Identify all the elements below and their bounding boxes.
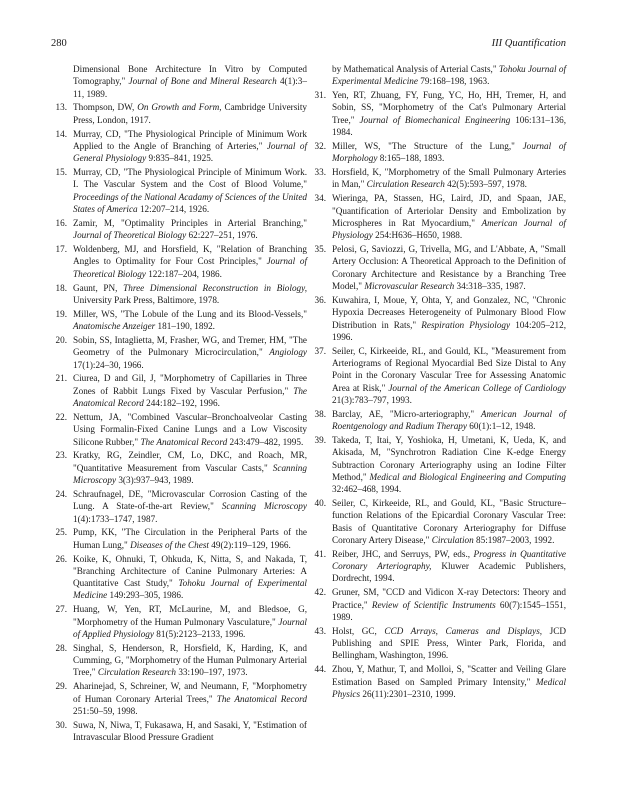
reference-part: 85:1987–2003, 1992. xyxy=(473,534,555,545)
reference-part: 60(7):1545–1551, 1989. xyxy=(332,599,566,622)
reference-number: 43. xyxy=(314,625,326,636)
reference-part: Dimensional Bone Architecture In Vitro by Computed Tomography," xyxy=(73,64,307,87)
reference-text xyxy=(332,89,566,138)
reference-entry xyxy=(310,89,566,138)
reference-source: Journal of the American College of Cardiology xyxy=(388,382,566,393)
reference-part: Seiler, C, Kirkeeide, RL, and Gould, KL, "Basic Structure–function Relations of the Epicardial Coronary Vascular Tree: Basis of Quantitative Coronary Arteriography for Diffuse Coronary Artery Disease," xyxy=(332,498,566,545)
reference-entry xyxy=(51,334,307,371)
reference-part: Murray, CD, "The Physiological Principle of Minimum Work Applied to the Angle of Branching of Arteries," xyxy=(73,128,307,151)
reference-source: Journal of Theoretical Biology xyxy=(73,256,308,279)
reference-part: Kuwahira, I, Moue, Y, Ohta, Y, and Gonzalez, NC, "Chronic Hypoxia Decreases Heterogeneity of Pulmonary Blood Flow Distribution in Rats," xyxy=(332,294,566,330)
reference-number: 32. xyxy=(314,140,326,151)
reference-number: 42. xyxy=(314,587,326,598)
reference-entry xyxy=(51,411,307,448)
reference-number: 28. xyxy=(55,642,67,653)
reference-text xyxy=(73,308,307,333)
reference-number xyxy=(51,63,73,100)
reference-source: Three Dimensional Reconstruction in Biology, xyxy=(123,282,308,293)
reference-entry xyxy=(51,243,307,280)
reference-number: 38. xyxy=(314,408,326,419)
reference-entry xyxy=(310,586,566,623)
reference-part: 243:479–482, 1995. xyxy=(227,436,304,447)
reference-text xyxy=(73,334,307,371)
reference-source: The Anatomical Record xyxy=(140,436,228,447)
reference-text xyxy=(332,434,566,495)
reference-source: The Anatomical Record xyxy=(216,693,307,704)
reference-text xyxy=(73,243,307,280)
reference-entry xyxy=(51,308,307,333)
reference-part: 9:835–841, 1925. xyxy=(146,153,214,164)
reference-text xyxy=(73,166,307,215)
reference-text xyxy=(73,553,307,602)
reference-part: 106:131–136, 1984. xyxy=(332,114,566,138)
reference-part: Suwa, N, Niwa, T, Fukasawa, H, and Sasaki, Y, "Estimation of Intravascular Blood Pressure Gradient xyxy=(73,719,307,743)
running-head: III Quantification xyxy=(491,38,566,49)
reference-text xyxy=(332,63,566,88)
reference-source: Proceedings of the National Acadamy of Sciences of the United States of America xyxy=(73,191,307,215)
reference-entry xyxy=(51,603,307,640)
reference-source: Tohoku Journal of Experimental Medicine xyxy=(73,578,307,601)
reference-part: Huang, W, Yen, RT, McLaurine, M, and Bledsoe, G, "Morphometry of the Human Pulmonary Vasculature," xyxy=(73,604,307,627)
reference-entry xyxy=(310,548,566,585)
reference-part: Miller, WS, "The Lobule of the Lung and its Blood-Vessels," xyxy=(73,308,307,319)
reference-part: Miller, WS, "The Structure of the Lung," xyxy=(332,140,523,151)
reference-text xyxy=(332,663,566,700)
reference-part: 21(3):783–797, 1993. xyxy=(332,394,412,405)
reference-text xyxy=(332,243,566,292)
reference-part: Sobin, SS, Intaglietta, M, Frasher, WG, and Tremer, HM, "The Geometry of the Pulmonary Microcirculation," xyxy=(73,334,307,358)
reference-entry xyxy=(310,497,566,546)
reference-entry xyxy=(51,101,307,126)
reference-part: 3(3):937–943, 1989. xyxy=(116,475,194,486)
reference-source: Tohoku Journal of Experimental Medicine xyxy=(332,64,566,87)
reference-part: 62:227–251, 1976. xyxy=(186,230,258,241)
reference-part: University Park Press, Baltimore, 1978. xyxy=(73,294,220,305)
reference-part: 34:318–335, 1987. xyxy=(454,281,526,292)
reference-part: Aharinejad, S, Schreiner, W, and Neumann, F, "Morphometry of Human Coronary Arterial Trees," xyxy=(73,681,307,704)
reference-part: Pelosi, G, Saviozzi, G, Trivella, MG, and L'Abbate, A, "Small Artery Occlusion: A Theoretical Approach to the Definition of Coronary Architecture and Resistance by a Branching Tree Model," xyxy=(332,244,566,292)
reference-source: Microvascular Research xyxy=(364,281,455,292)
reference-number: 19. xyxy=(55,308,67,319)
left-column xyxy=(51,63,307,745)
reference-part: Kluwer Academic Publishers, Dordrecht, 1994. xyxy=(332,561,566,584)
reference-entry xyxy=(51,282,307,307)
reference-source: The Anatomical Record xyxy=(73,385,307,409)
reference-source: Scanning Microscopy xyxy=(73,462,307,486)
reference-part: Horsfield, K, "Morphometry of the Small Pulmonary Arteries in Man," xyxy=(332,167,566,190)
reference-part: 12:207–214, 1926. xyxy=(137,204,210,215)
reference-part: Cambridge University Press, London, 1917. xyxy=(73,102,307,125)
reference-number: 34. xyxy=(314,193,326,204)
reference-number: 21. xyxy=(55,373,67,384)
reference-part: Gruner, SM, "CCD and Vidicon X-ray Detectors: Theory and Practice," xyxy=(332,587,566,610)
reference-part: Koike, K, Ohnuki, T, Ohkuda, K, Nitta, S, and Nakada, T, "Branching Architecture of Canine Pulmonary Arteries: A Quantitative Cast Study," xyxy=(73,553,307,589)
reference-part: 32:462–468, 1994. xyxy=(332,484,402,495)
reference-entry xyxy=(51,217,307,242)
reference-source: CCD Arrays, Cameras and Displays, xyxy=(384,625,543,636)
reference-entry xyxy=(51,449,307,486)
reference-source: Diseases of the Chest xyxy=(130,539,209,550)
reference-part: JCD Publishing and SPIE Press, Winter Park, Florida, and Bellingham, Washington, 1996. xyxy=(332,625,566,661)
reference-entry xyxy=(310,294,566,343)
reference-part: 26(11):2301–2310, 1999. xyxy=(360,688,456,699)
reference-part: 81(5):2123–2133, 1996. xyxy=(153,628,246,639)
reference-entry xyxy=(310,408,566,433)
reference-text xyxy=(332,345,566,406)
reference-text xyxy=(73,642,307,679)
reference-entry xyxy=(51,553,307,602)
reference-number: 14. xyxy=(55,128,67,139)
reference-part: Thompson, DW, xyxy=(73,102,138,113)
reference-text xyxy=(332,166,566,191)
reference-source: Angiology xyxy=(269,347,307,358)
reference-part: 79:168–198, 1963. xyxy=(417,76,490,87)
reference-text xyxy=(73,680,307,717)
right-column xyxy=(310,63,566,702)
reference-entry xyxy=(51,680,307,717)
reference-part: Holst, GC, xyxy=(332,625,385,636)
reference-number: 36. xyxy=(314,294,326,305)
reference-text xyxy=(332,140,566,165)
reference-number: 44. xyxy=(314,664,326,675)
reference-part: 251:50–59, 1998. xyxy=(73,705,138,716)
reference-source: American Journal of Physiology xyxy=(332,217,566,241)
reference-text xyxy=(73,603,307,640)
reference-text xyxy=(73,449,307,486)
reference-number: 29. xyxy=(55,681,67,692)
reference-number: 20. xyxy=(55,334,67,345)
reference-entry xyxy=(51,166,307,215)
reference-part: Zamir, M, "Optimality Principles in Arterial Branching," xyxy=(73,217,307,228)
reference-part: 244:182–192, 1996. xyxy=(143,398,220,409)
reference-text xyxy=(73,372,307,409)
reference-part: 33:190–197, 1973. xyxy=(176,667,248,678)
reference-entry xyxy=(310,140,566,165)
reference-source: American Journal of Roentgenology and Radium Therapy xyxy=(332,408,566,432)
reference-part: 1(4):1733–1747, 1987. xyxy=(73,513,158,524)
reference-number: 41. xyxy=(314,548,326,559)
reference-entry xyxy=(310,63,566,88)
reference-entry xyxy=(310,663,566,700)
reference-number: 30. xyxy=(55,719,67,730)
reference-part: 4(1):3–11, 1989. xyxy=(73,76,307,99)
reference-number: 27. xyxy=(55,604,67,615)
reference-entry xyxy=(51,719,307,744)
reference-number: 22. xyxy=(55,411,67,422)
reference-source: Journal of Morphology xyxy=(332,140,566,164)
reference-number: 35. xyxy=(314,244,326,255)
reference-part: Wieringa, PA, Stassen, HG, Laird, JD, and Spaan, JAE, "Quantification of Arteriolar Density and Embolization by Microspheres in Rat Myocardium," xyxy=(332,193,566,228)
reference-part: 17(1):24–30, 1966. xyxy=(73,359,144,370)
reference-text xyxy=(73,719,307,744)
reference-number: 15. xyxy=(55,167,67,178)
reference-part: 49(2):119–129, 1966. xyxy=(208,539,291,550)
reference-entry xyxy=(310,345,566,406)
reference-part: Woldenberg, MJ, and Horsfield, K, "Relation of Branching Angles to Optimality for Four Cost Principles," xyxy=(73,244,307,267)
reference-number: 31. xyxy=(314,90,326,101)
reference-source: Circulation Research xyxy=(97,667,177,678)
reference-number: 33. xyxy=(314,167,326,178)
reference-source: Anatomische Anzeiger xyxy=(73,321,156,332)
reference-source: Medical Physics xyxy=(332,676,566,699)
reference-entry xyxy=(310,625,566,662)
reference-number: 24. xyxy=(55,488,67,499)
reference-text xyxy=(332,408,566,433)
reference-part: Takeda, T, Itai, Y, Yoshioka, H, Umetani, K, Ueda, K, and Akisada, M, "Synchrotron Radiation Cine K-edge Energy Subtraction Coronary Arteriography using an Iodine Filter Method," xyxy=(332,434,566,482)
reference-part: 104:205–212, 1996. xyxy=(332,319,566,342)
reference-source: Respiration Physiology xyxy=(421,319,511,330)
reference-part: 42(5):593–597, 1978. xyxy=(444,179,527,190)
reference-text xyxy=(73,282,307,307)
reference-number: 18. xyxy=(55,282,67,293)
reference-source: Journal of Applied Physiology xyxy=(73,616,307,639)
reference-text xyxy=(73,128,307,165)
reference-entry xyxy=(51,526,307,551)
reference-number: 37. xyxy=(314,345,326,356)
reference-text xyxy=(73,101,307,126)
reference-part: Kratky, RG, Zeindler, CM, Lo, DKC, and Roach, MR, "Quantitative Measurement from Vascular Casts," xyxy=(73,450,307,473)
reference-text xyxy=(73,411,307,448)
reference-part: Murray, CD, "The Physiological Principle of Minimum Work. I. The Vascular System and the Cost of Blood Volume," xyxy=(73,167,307,190)
reference-part: 149:293–305, 1986. xyxy=(107,590,184,601)
reference-text xyxy=(332,586,566,623)
reference-number: 13. xyxy=(55,102,67,113)
reference-entry xyxy=(51,372,307,409)
reference-text xyxy=(332,294,566,343)
page-number: 280 xyxy=(51,38,67,49)
reference-number: 17. xyxy=(55,244,67,255)
reference-part: Yen, RT, Zhuang, FY, Fung, YC, Ho, HH, Tremer, H, and Sobin, SS, "Morphometry of the Cat's Pulmonary Arterial Tree," xyxy=(332,90,566,125)
reference-source: On Growth and Form, xyxy=(137,102,222,113)
reference-source: Journal of Theoretical Biology xyxy=(73,230,187,241)
reference-text xyxy=(73,63,307,100)
reference-source: Circulation xyxy=(431,534,474,545)
reference-part: Seiler, C, Kirkeeide, RL, and Gould, KL, "Measurement from Arteriograms of Regional Myocardial Bed Size Distal to Any Point in the Coronary Vascular Tree for Assessing Anatomic Area at Risk," xyxy=(332,345,566,393)
reference-entry xyxy=(310,192,566,241)
page-header xyxy=(51,38,566,54)
reference-source: Review of Scientific Instruments xyxy=(371,599,496,610)
reference-source: Medical and Biological Engineering and Computing xyxy=(369,471,566,482)
reference-entry xyxy=(310,434,566,495)
reference-source: Scanning Microscopy xyxy=(221,501,307,512)
reference-part: 181–190, 1892. xyxy=(155,321,215,332)
reference-part: Reiber, JHC, and Serruys, PW, eds., xyxy=(332,548,474,559)
reference-entry xyxy=(51,642,307,679)
reference-number: 23. xyxy=(55,450,67,461)
reference-part: Ciurea, D and Gil, J, "Morphometry of Capillaries in Three Zones of Rabbit Lungs Fixed by Vascular Perfusion," xyxy=(73,373,307,396)
reference-source: Journal of Bone and Mineral Research xyxy=(128,76,277,87)
reference-number: 39. xyxy=(314,434,326,445)
reference-part: Barclay, AE, "Micro-arteriography," xyxy=(332,408,481,419)
reference-source: Circulation Research xyxy=(366,179,445,190)
reference-number: 25. xyxy=(55,527,67,538)
reference-entry xyxy=(51,488,307,525)
reference-text xyxy=(73,217,307,242)
reference-part: Schraufnagel, DE, "Microvascular Corrosion Casting of the Lung. A State-of-the-art Review," xyxy=(73,488,307,512)
reference-entry xyxy=(51,128,307,165)
reference-part: Gaunt, PN, xyxy=(73,282,124,293)
reference-part: Pump, KK, "The Circulation in the Peripheral Parts of the Human Lung," xyxy=(73,527,307,550)
reference-entry xyxy=(310,166,566,191)
reference-entry xyxy=(310,243,566,292)
reference-source: Journal of Biomechanical Engineering xyxy=(359,114,511,125)
reference-source: Journal of General Physiology xyxy=(73,140,307,164)
reference-part: Zhou, Y, Mathur, T, and Molloi, S, "Scatter and Veiling Glare Estimation Based on Sampled Primary Intensity," xyxy=(332,664,566,687)
reference-text xyxy=(332,192,566,241)
reference-part: 60(1):1–12, 1948. xyxy=(466,421,536,432)
reference-part: by Mathematical Analysis of Arterial Casts," xyxy=(332,64,499,74)
reference-part: Nettum, JA, "Combined Vascular–Bronchoalveolar Casting Using Formalin-Fixed Canine Lungs and a Low Viscosity Silicone Rubber," xyxy=(73,411,307,447)
reference-text xyxy=(332,625,566,662)
reference-part: Singhal, S, Henderson, R, Horsfield, K, Harding, K, and Cumming, G, "Morphometry of the Human Pulmonary Arterial Tree," xyxy=(73,642,307,678)
reference-part: 254:H636–H650, 1988. xyxy=(372,230,463,241)
reference-number: 26. xyxy=(55,553,67,564)
reference-source: Progress in Quantitative Coronary Arteriography, xyxy=(332,548,567,572)
reference-text xyxy=(73,526,307,551)
reference-part: 8:165–188, 1893. xyxy=(377,153,445,164)
reference-number: 16. xyxy=(55,217,67,228)
reference-entry xyxy=(51,63,307,100)
reference-text xyxy=(332,497,566,546)
reference-text xyxy=(332,548,566,585)
reference-number xyxy=(310,63,332,88)
reference-number: 40. xyxy=(314,498,326,509)
reference-text xyxy=(73,488,307,525)
reference-part: 122:187–204, 1986. xyxy=(145,268,222,279)
